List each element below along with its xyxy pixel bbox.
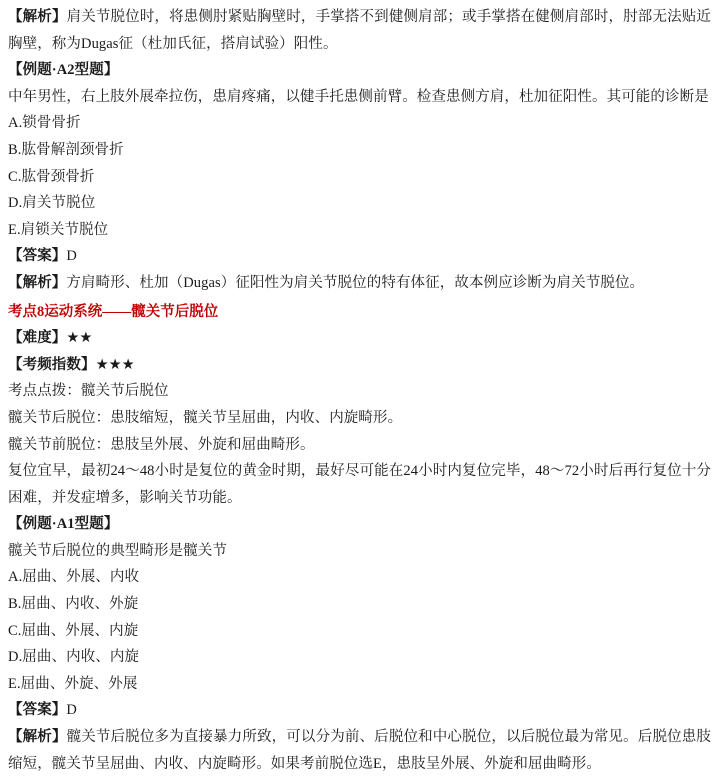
example-a1-label: 【例题·A1型题】 <box>8 516 119 533</box>
anterior-dislocation-text: 髋关节前脱位：患肢呈外展、外旋和屈曲畸形。 <box>8 436 315 453</box>
frequency-label: 【考频指数】 <box>8 356 96 373</box>
question-stem-2 <box>8 538 711 565</box>
answer-value-1: D <box>66 248 77 265</box>
point-tip-row <box>8 378 711 405</box>
analysis-row-2 <box>8 270 711 297</box>
option-d-2-text: D.屈曲、内收、内旋 <box>8 649 140 666</box>
analysis-paragraph-3 <box>8 724 711 777</box>
analysis-paragraph-1 <box>8 4 711 57</box>
option-c-1 <box>8 164 711 191</box>
option-b-1 <box>8 137 711 164</box>
option-c-2 <box>8 618 711 645</box>
frequency-stars: ★★★ <box>95 356 135 373</box>
option-e-2 <box>8 671 711 698</box>
option-d-2 <box>8 644 711 671</box>
difficulty-row <box>8 325 711 352</box>
option-c-1-text: C.肱骨颈骨折 <box>8 168 95 185</box>
answer-label-1: 【答案】 <box>8 248 67 265</box>
option-e-1-text: E.肩锁关节脱位 <box>8 221 109 238</box>
option-a-1 <box>8 110 711 137</box>
analysis-label-3: 【解析】 <box>8 729 67 746</box>
option-a-2-text: A.屈曲、外展、内收 <box>8 569 140 586</box>
reduction-paragraph <box>8 458 711 511</box>
answer-row-1 <box>8 243 711 270</box>
option-b-2 <box>8 591 711 618</box>
option-e-2-text: E.屈曲、外旋、外展 <box>8 675 138 692</box>
analysis-text-3: 髋关节后脱位多为直接暴力所致，可以分为前、后脱位和中心脱位，以后脱位最为常见。后脱位患肢缩短，髋关节呈屈曲、内收、内旋畸形。如果考前脱位选E，患肢呈外展、外旋和屈曲畸形。 <box>8 729 711 772</box>
option-a-1-text: A.锁骨骨折 <box>8 115 81 132</box>
analysis-label-1: 【解析】 <box>8 9 67 25</box>
analysis-text-2: 方肩畸形、杜加（Dugas）征阳性为肩关节脱位的特有体征，故本例应诊断为肩关节脱位。 <box>66 274 645 291</box>
point-tip-text: 考点点拨：髋关节后脱位 <box>8 383 169 400</box>
example-a1-heading <box>8 511 711 538</box>
option-d-1-text: D.肩关节脱位 <box>8 195 96 212</box>
option-c-2-text: C.屈曲、外展、内旋 <box>8 622 139 639</box>
posterior-dislocation-text: 髋关节后脱位：患肢缩短，髋关节呈屈曲，内收、内旋畸形。 <box>8 409 403 426</box>
option-d-1 <box>8 190 711 217</box>
section-heading: 考点8运动系统——髋关节后脱位 <box>8 303 219 320</box>
question-stem-text-1: 中年男性，右上肢外展牵拉伤，患肩疼痛，以健手托患侧前臂。检查患侧方肩，杜加征阳性。其可能的诊断是 <box>8 88 709 105</box>
anterior-dislocation-row <box>8 432 711 459</box>
question-stem-text-2: 髋关节后脱位的典型畸形是髋关节 <box>8 542 227 559</box>
answer-label-2: 【答案】 <box>8 702 67 719</box>
reduction-text: 复位宜早，最初24～48小时是复位的黄金时期，最好尽可能在24小时内复位完毕，48～72小时后再行复位十分困难，并发症增多，影响关节功能。 <box>8 463 711 506</box>
option-a-2 <box>8 564 711 591</box>
option-b-2-text: B.屈曲、内收、外旋 <box>8 596 139 613</box>
option-e-1 <box>8 217 711 244</box>
frequency-row <box>8 352 711 379</box>
analysis-text-1: 肩关节脱位时，将患侧肘紧贴胸壁时，手掌搭不到健侧肩部；或手掌搭在健侧肩部时，肘部无法贴近胸壁，称为Dugas征（杜加氏征，搭肩试验）阳性。 <box>8 9 711 52</box>
question-stem-1 <box>8 84 711 111</box>
example-a2-heading <box>8 57 711 84</box>
difficulty-label: 【难度】 <box>8 330 67 347</box>
answer-value-2: D <box>66 702 77 719</box>
analysis-label-2: 【解析】 <box>8 274 67 291</box>
option-b-1-text: B.肱骨解剖颈骨折 <box>8 141 124 158</box>
answer-row-2 <box>8 697 711 724</box>
difficulty-stars: ★★ <box>66 330 93 347</box>
example-a2-label: 【例题·A2型题】 <box>8 62 119 79</box>
posterior-dislocation-row <box>8 405 711 432</box>
